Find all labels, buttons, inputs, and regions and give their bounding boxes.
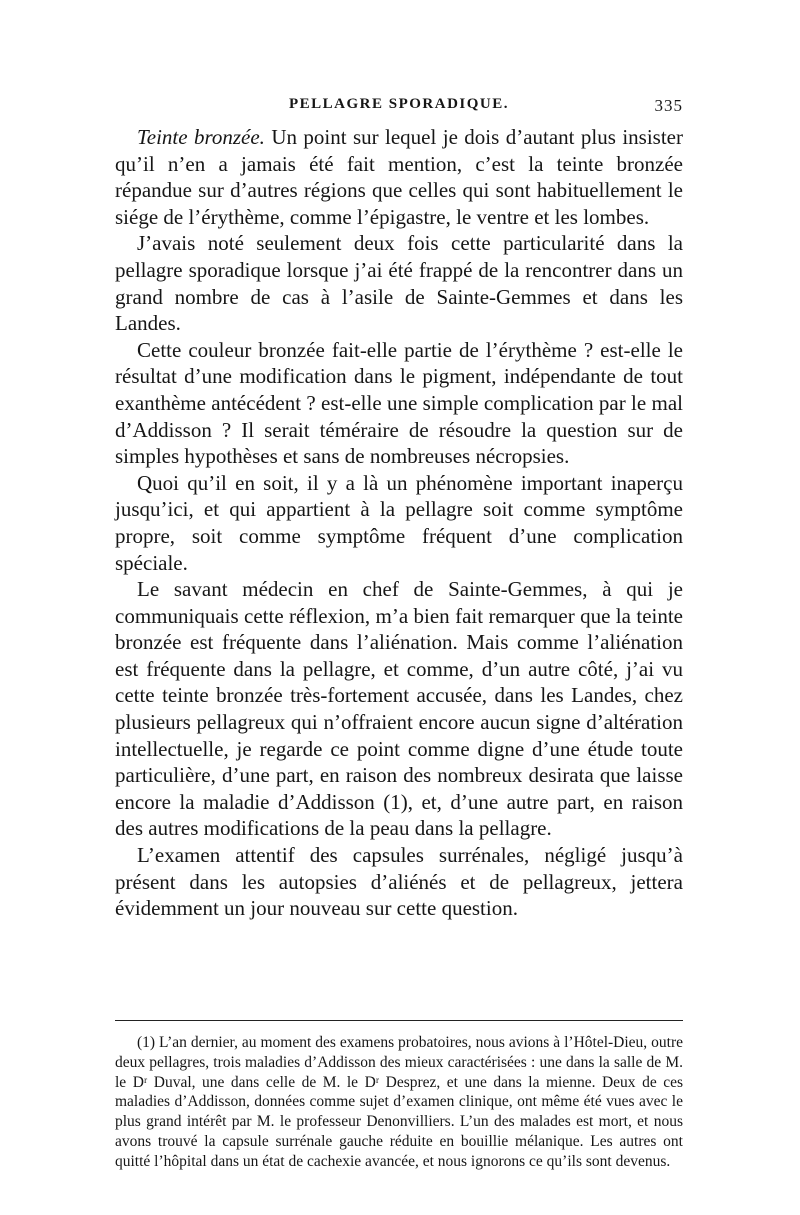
paragraph-text: Un point sur lequel je dois d’autant plus insister qu’il n’en a jamais été fait mention, c’est la teinte bronzée répandue sur d’autres régions que celles qui sont habituellement le siége de l’érythème, comme l’épigastre, le ventre et les lombes. <box>115 125 683 229</box>
running-head <box>115 96 683 118</box>
footnote: (1) L’an dernier, au moment des examens probatoires, nous avions à l’Hôtel-Dieu, outre deux pellagres, trois maladies d’Addisson des mieux caractérisées : une dans la salle de M. le Dʳ Duval, une dans celle de M. le Dʳ Desprez, et une dans la mienne. Deux de ces maladies d’Addisson, données comme sujet d’examen clinique, ont même été vues avec le plus grand intérêt par M. le professeur Denonvilliers. L’un des malades est mort, et nous avons trouvé la capsule surrénale gauche réduite en bouillie mélanique. Les autres ont quitté l’hôpital dans un état de cachexie avancée, et nous ignorons ce qu’ils sont devenus. <box>115 1034 683 1170</box>
paragraph: Quoi qu’il en soit, il y a là un phénomène important inaperçu jusqu’ici, et qui appartient à la pellagre soit comme symptôme propre, soit comme symptôme fréquent d’une complication spéciale. <box>115 470 683 575</box>
paragraph: L’examen attentif des capsules surrénales, négligé jusqu’à présent dans les autopsies d’aliénés et de pellagreux, jettera évidemment un jour nouveau sur cette question. <box>115 843 683 921</box>
running-title: PELLAGRE SPORADIQUE. <box>288 96 510 112</box>
footnote-rule <box>115 1020 683 1021</box>
body-text <box>115 124 683 922</box>
paragraph: Le savant médecin en chef de Sainte-Gemmes, à qui je communiquais cette réflexion, m’a bien fait remarquer que la teinte bronzée est fréquente dans l’aliénation. Mais comme l’aliénation est fréquente dans la pellagre, et comme, d’un autre côté, j’ai vu cette teinte bronzée très-fortement accusée, dans les Landes, chez plusieurs pellagreux qui n’offraient encore aucun signe d’altération intellectuelle, je regarde ce point comme digne d’une étude toute particulière, d’une part, en raison des nombreux desirata que laisse encore la maladie d’Addisson (1), et, d’une autre part, en raison des autres modifications de la peau dans la pellagre. <box>115 577 683 841</box>
page-number: 335 <box>654 96 683 115</box>
paragraph: Cette couleur bronzée fait-elle partie de l’érythème ? est-elle le résultat d’une modification dans le pigment, indépendante de tout exanthème antécédent ? est-elle une simple complication par le mal d’Addisson ? Il serait téméraire de résoudre la question sur de simples hypothèses et sans de nombreuses nécropsies. <box>115 337 683 469</box>
paragraph: J’avais noté seulement deux fois cette particularité dans la pellagre sporadique lorsque j’ai été frappé de la rencontrer dans un grand nombre de cas à l’asile de Sainte-Gemmes et dans les Landes. <box>115 231 683 336</box>
paragraph-teinte-bronzee <box>115 124 683 230</box>
section-lead-italic: Teinte bronzée. <box>137 125 265 149</box>
